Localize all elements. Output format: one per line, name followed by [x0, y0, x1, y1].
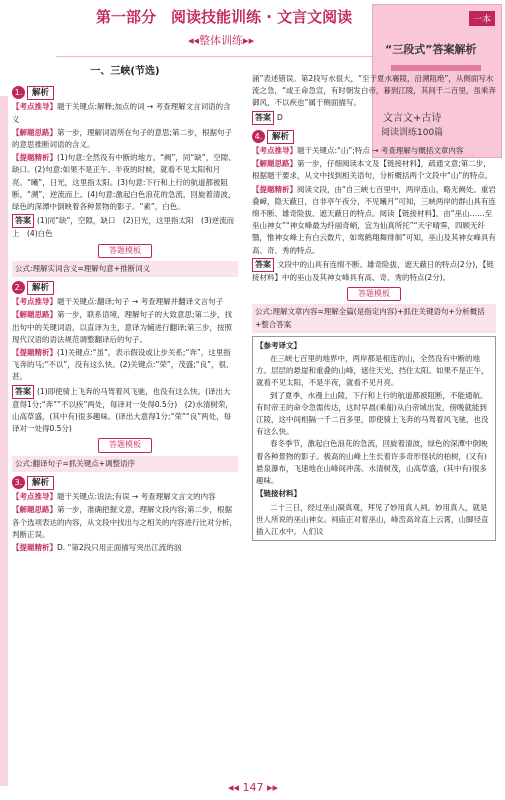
- link-material-paragraph: 二十三日，经过巫山凝真观，拜见了妙用真人祠。妙用真人，就是世人所说的巫山神女。祠庙正对着巫山，峰峦高耸直上云霄，山脚径直插入江水中。人们议: [256, 502, 489, 536]
- page-number: ◂◂ 147 ▸▸: [228, 781, 279, 794]
- q3-number: 3.: [12, 476, 25, 489]
- q3-label: 解析: [27, 476, 54, 490]
- q3-answer: 答案 D: [252, 111, 496, 125]
- q1-answer: 答案 (1)同“缺”，空隙，缺口 (2)日光，这里指太阳 (3)逆流而上 (4)白色: [12, 216, 235, 239]
- header-divider: [56, 56, 378, 57]
- q2-formula: 公式:翻译句子=抓关键点+调整语序: [12, 456, 238, 472]
- left-column: [12, 66, 238, 555]
- book-subtitle-2: 阅读训练100篇: [381, 128, 444, 138]
- q4-silu: 【解题思路】第一步，仔细阅读本文及【链接材料】，疏通文意;第二步，根据题干要求，从文中找到相关语句，分析概括两个文段中“山”的特点。: [252, 159, 493, 181]
- q4-header: [252, 130, 294, 144]
- q1-silu: 【解题思路】第一步，理解词语所在句子的意思;第二步，根据句子的意思推断词语的含义。: [12, 127, 233, 150]
- q1-kaodian: 【考点推导】题干关键点:解释;加点的词 → 考查理解文言词语的含义: [12, 102, 231, 124]
- q4-number: 4.: [252, 130, 265, 143]
- q2-template-badge: 答题模板: [12, 438, 238, 452]
- q4-label: 解析: [267, 130, 294, 144]
- q1-header: [12, 86, 54, 100]
- q2-kaodian: 【考点推导】题干关键点:翻译;句子 → 考查理解并翻译文言句子: [12, 297, 224, 307]
- reference-paragraph: 到了夏季，水漫上山陵，下行和上行的航道都被阻断，不能通航。有时帝王的命令急需传达，这时早晨(乘船)从白帝城出发，傍晚就能到江陵，这中间相隔一千二百多里，即使骑上飞奔的马驾着风飞驰，也没有这么快。: [256, 390, 489, 437]
- side-stripe: [0, 96, 8, 786]
- q2-answer: 答案 (1)即使骑上飞奔的马驾着风飞驰，也没有这么快。(译出大意得1分;“奔”“不以疾”两处，每译对一处得0.5分) (2)水清树荣，山高草盛，(其中有)很多趣味。(译出大意得1分;“荣”“良”两处，每译对一处得0.5分): [12, 386, 233, 434]
- q3-header: [12, 476, 54, 490]
- q1-jingxi: 【提题精析】(1)句意:全然没有中断的地方。“阙”，同“缺”，空隙、缺口。(2)句意:如果不是正午、半夜的时候，就看不见太阳和月亮。“曦”，日光，这里指太阳。(3)句意:下行和上行的航道都被阻断。“溯”，逆流而上。(4)句意:激起白色浪花的急流，回旋着清波，绿色的深潭中倒映着各种景物的影子。“素”，白色。: [12, 153, 236, 212]
- q2-label: 解析: [27, 281, 54, 295]
- reference-translation: [252, 336, 496, 541]
- right-column: [252, 72, 496, 541]
- q2-number: 2.: [12, 281, 25, 294]
- q4-template-badge: 答题模板: [252, 287, 496, 301]
- q1-formula: 公式:理解实词含义=理解句意+推断词义: [12, 261, 238, 277]
- q1-label: 解析: [27, 86, 54, 100]
- subtitle-text: 整体训练: [199, 34, 244, 47]
- arrow-left-icon: ◂◂: [188, 34, 200, 47]
- book-tag: 一本: [469, 11, 495, 26]
- q4-kaodian: 【考点推导】题干关键点:“山”;特点 → 考查理解与概括文章内容: [252, 146, 464, 156]
- q2-jingxi: 【提题精析】(1)关键点:“虽”，表示假设或让步关系;“奔”，这里指飞奔的马;“不以”，没有这么快。(2)关键点:“荣”，茂盛;“良”，很、甚。: [12, 348, 234, 382]
- arrow-right-icon: ▸▸: [243, 34, 255, 47]
- reference-title: 【参考译文】: [256, 340, 301, 350]
- q3-continued: 涌”表述错误。第2段写水很大，“至于夏水襄陵，沿溯阻绝”，从侧面写水流之急，“或王命急宣，有时朝发白帝，暮到江陵，其间千二百里，虽乘奔御风，不以疾也”属于侧面描写。: [252, 74, 496, 108]
- q4-formula: 公式:理解文章内容=理解全篇(是指定内容)+抓住关键语句+分析概括+整合答案: [252, 304, 496, 332]
- section-subtitle: [188, 32, 254, 48]
- q4-answer: 答案 文段中的山具有连绵不断、雄奇险拔、遮天蔽日的特点(2分)，【链接材料】中的巫山及其神女峰具有高、奇、秀的特点(2分)。: [252, 259, 494, 283]
- passage-title: 一、三峡(节选): [90, 66, 160, 77]
- book-title: “三段式”答案解析: [385, 43, 477, 56]
- q3-kaodian: 【考点推导】题干关键点:说法;有误 → 考查理解文言文的内容: [12, 492, 216, 502]
- q1-number: 1.: [12, 86, 25, 99]
- q3-silu: 【解题思路】第一步，准确把握文意，理解文段内容;第二步，根据各个选项表达的内容，从文段中找出与之相关的内容进行比对分析，判断正误。: [12, 505, 237, 539]
- book-subtitle: 文言文+古诗: [383, 113, 442, 124]
- book-band: [391, 65, 481, 71]
- reference-paragraph: 在三峡七百里的地界中，两岸都是相连的山，全然没有中断的地方。层层的悬崖和重叠的山峰，遮住天光，挡住太阳。如果不是正午，就看不见太阳，不是半夜，就看不见月亮。: [256, 354, 489, 388]
- link-material-title: 【链接材料】: [256, 489, 301, 499]
- q2-silu: 【解题思路】第一步，联系语境，理解句子的大致意思;第二步，找出句中的关键词语，以直译为主，意译为辅进行翻译;第三步，按照现代汉语的语法规范调整翻译后的句子。: [12, 310, 233, 344]
- q1-template-badge: 答题模板: [12, 244, 238, 258]
- section-title: 第一部分 阅读技能训练 · 文言文阅读: [96, 8, 353, 26]
- q4-jingxi: 【提题精析】阅读文段，由“自三峡七百里中，两岸连山，略无阙处。重岩叠嶂，隐天蔽日，自非亭午夜分，不见曦月”可知，三峡两岸的群山具有连绵不断、雄奇险拔、遮天蔽日的特点。阅读【链接材料】，由“巫山……至巫山神女”“神女峰最为纤丽奇峭，宜为仙真所托”“天宇晴霁，四顾无纤翳，惟神女峰上有白云数片，如鸾鹤翔舞徘徊”可知，巫山及其神女峰具有高、奇、秀的特点。: [252, 184, 496, 255]
- reference-paragraph: 春冬季节，激起白色浪花的急流，回旋着清波，绿色的深潭中倒映着各种景物的影子。极高的山峰上生长着许多奇形怪状的柏树，(又有)悬泉瀑布，飞速地在山峰间冲荡。水清树茂，山高草盛，(其中有)很多趣味。: [256, 439, 488, 486]
- q3-jingxi: 【提题精析】D. “第2段只用正面描写突出江流的汹: [12, 542, 182, 552]
- q2-header: [12, 281, 54, 295]
